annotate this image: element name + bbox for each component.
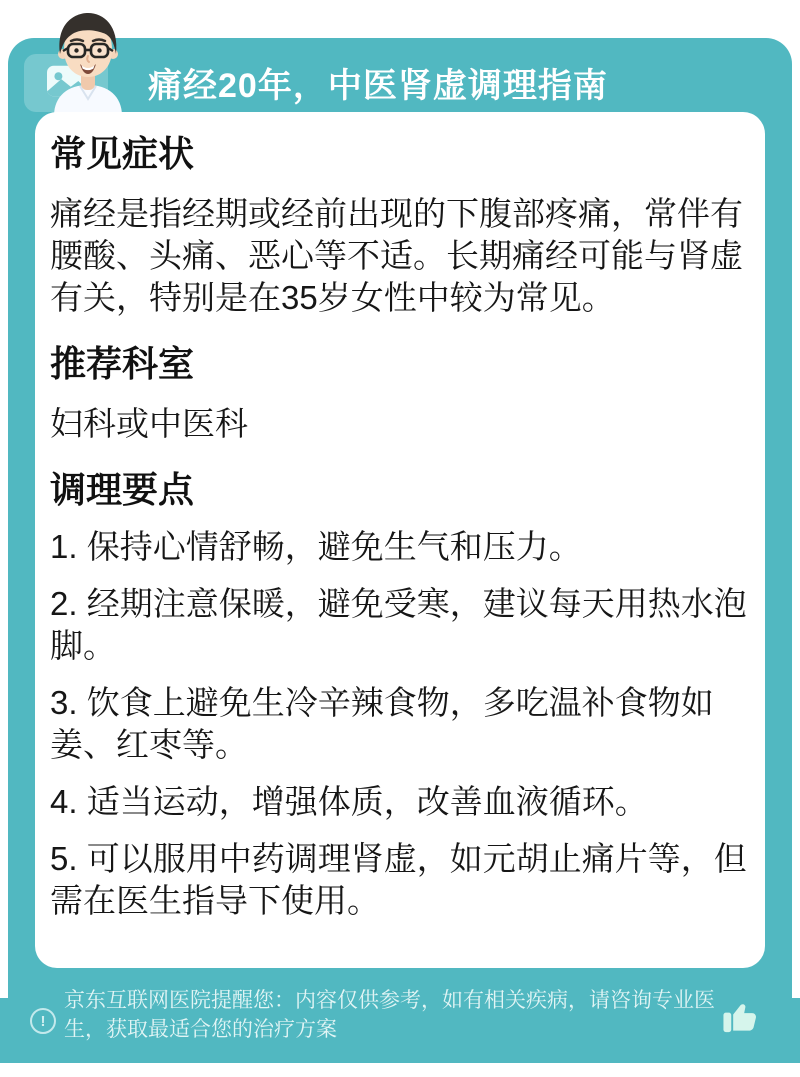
care-item-3: 3. 饮食上避免生冷辛辣食物，多吃温补食物如姜、红枣等。 — [50, 684, 714, 763]
care-item-5: 5. 可以服用中药调理肾虚，如元胡止痛片等，但需在医生指导下使用。 — [50, 840, 747, 919]
section-heading-care: 调理要点 — [50, 469, 195, 510]
doctor-avatar — [40, 12, 136, 116]
page-title: 痛经20年，中医肾虚调理指南 — [148, 67, 608, 105]
care-item-1: 1. 保持心情舒畅，避免生气和压力。 — [50, 528, 582, 565]
care-item-2: 2. 经期注意保暖，避免受寒，建议每天用热水泡脚。 — [50, 585, 747, 664]
thumbs-up-icon[interactable] — [720, 998, 760, 1035]
department-paragraph: 妇科或中医科 — [50, 405, 248, 442]
symptoms-paragraph: 痛经是指经期或经前出现的下腹部疼痛，常伴有腰酸、头痛、恶心等不适。长期痛经可能与肾虚有关，特别是在35岁女性中较为常见。 — [50, 195, 743, 316]
section-heading-department: 推荐科室 — [50, 343, 195, 384]
alert-circle-icon: ! — [30, 1008, 56, 1034]
section-heading-symptoms: 常见症状 — [50, 133, 195, 174]
care-item-4: 4. 适当运动，增强体质，改善血液循环。 — [50, 783, 648, 820]
content-card — [35, 112, 765, 968]
footer-disclaimer-text: 京东互联网医院提醒您：内容仅供参考，如有相关疾病，请咨询专业医生，获取最适合您的治疗方案 — [64, 989, 715, 1041]
